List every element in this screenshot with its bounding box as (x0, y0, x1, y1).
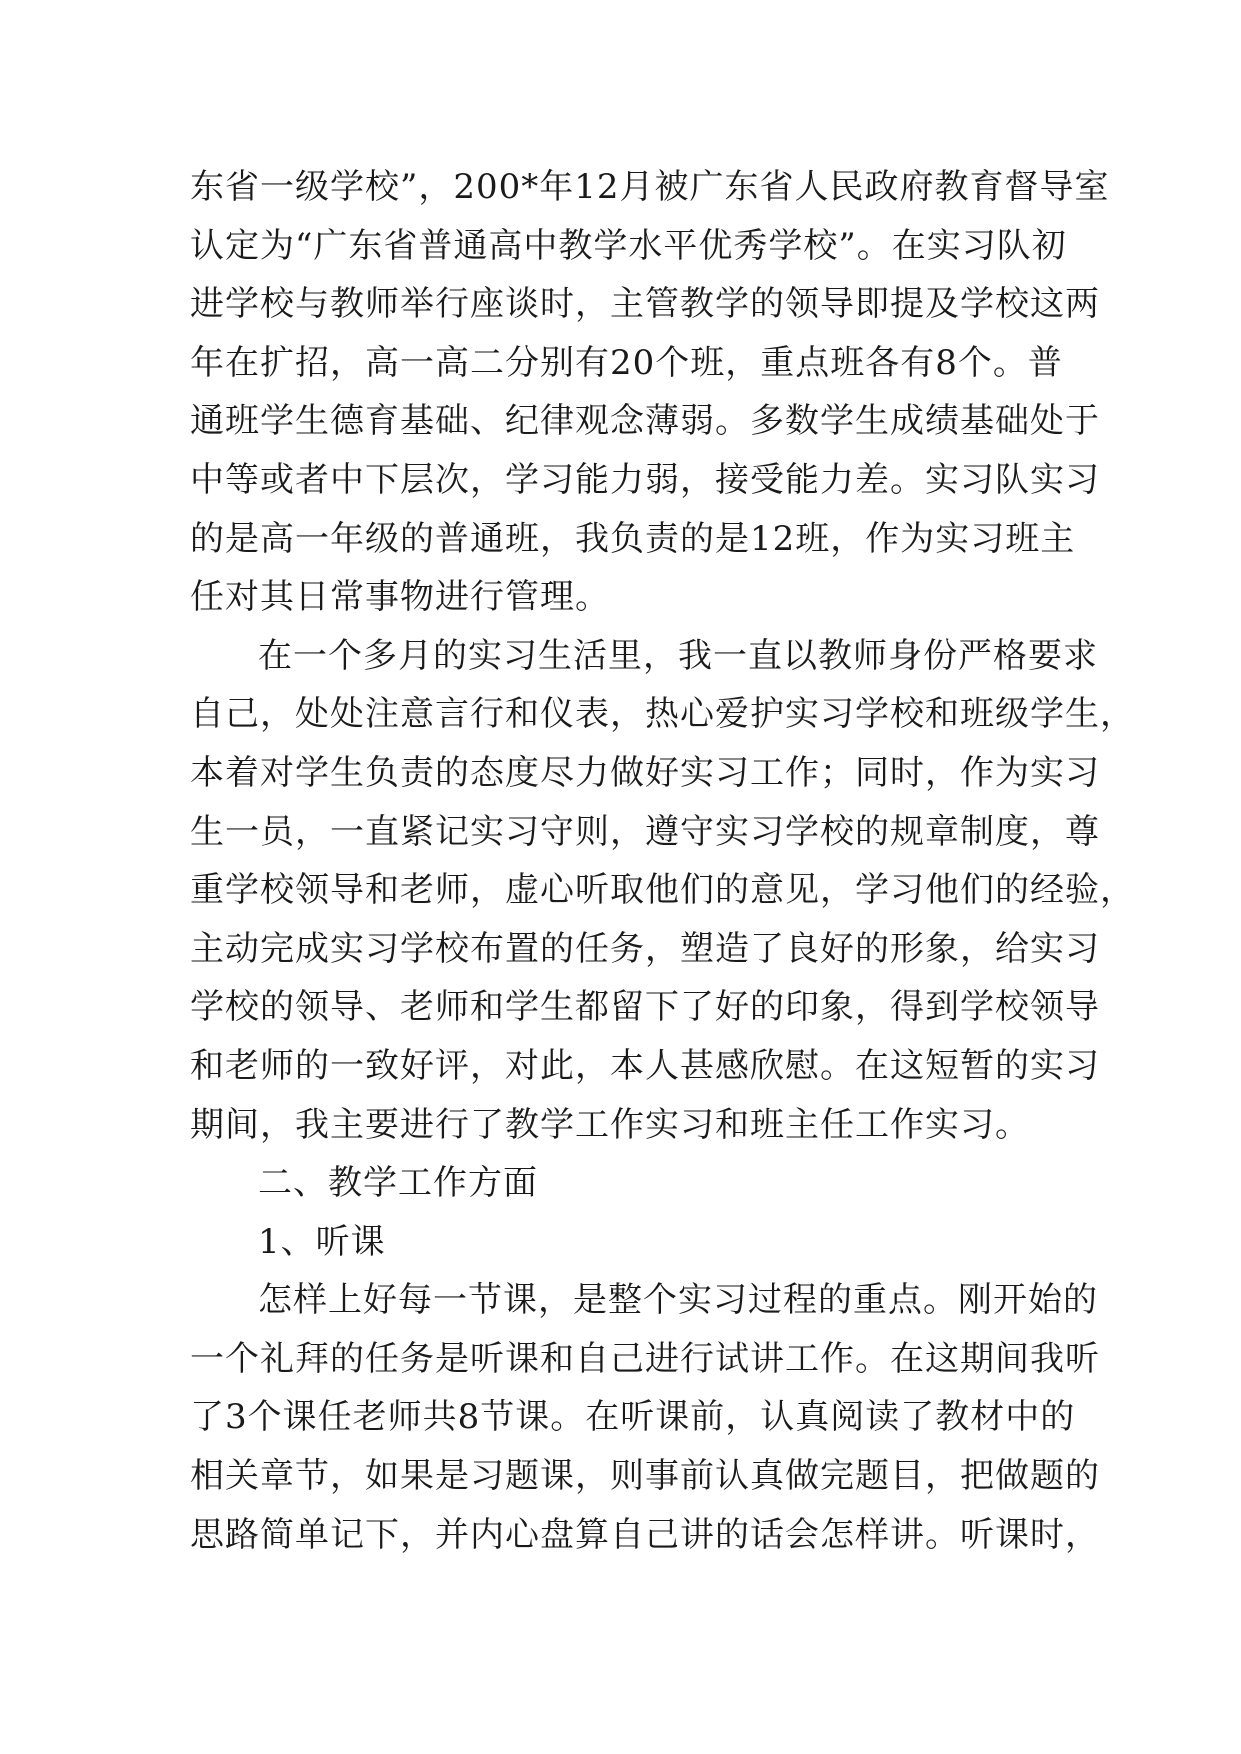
text-line: 本着对学生负责的态度尽力做好实习工作；同时，作为实习 (190, 752, 1100, 793)
text-line: 怎样上好每一节课，是整个实习过程的重点。刚开始的 (258, 1280, 1098, 1321)
text-line: 认定为“广东省普通高中教学水平优秀学校”。在实习队初 (190, 225, 1067, 266)
text-line: 的是高一年级的普通班，我负责的是12班，作为实习班主 (190, 518, 1076, 559)
text-line: 进学校与教师举行座谈时，主管教学的领导即提及学校这两 (190, 284, 1100, 325)
text-line: 自己，处处注意言行和仪表，热心爱护实习学校和班级学生， (190, 694, 1135, 735)
text-line: 在一个多月的实习生活里，我一直以教师身份严格要求 (258, 635, 1098, 676)
text-line: 任对其日常事物进行管理。 (190, 577, 610, 618)
section-heading: 二、教学工作方面 (258, 1163, 538, 1204)
text-line: 重学校领导和老师，虚心听取他们的意见，学习他们的经验， (190, 870, 1135, 911)
text-line: 思路简单记下，并内心盘算自己讲的话会怎样讲。听课时， (190, 1514, 1100, 1555)
text-line: 生一员，一直紧记实习守则，遵守实习学校的规章制度，尊 (190, 811, 1100, 852)
text-line: 一个礼拜的任务是听课和自己进行试讲工作。在这期间我听 (190, 1338, 1100, 1379)
text-line: 期间，我主要进行了教学工作实习和班主任工作实习。 (190, 1104, 1030, 1145)
text-line: 年在扩招，高一高二分别有20个班，重点班各有8个。普 (190, 342, 1063, 383)
text-line: 主动完成实习学校布置的任务，塑造了良好的形象，给实习 (190, 928, 1100, 969)
text-line: 了3个课任老师共8节课。在听课前，认真阅读了教材中的 (190, 1397, 1076, 1438)
text-line: 相关章节，如果是习题课，则事前认真做完题目，把做题的 (190, 1456, 1100, 1497)
text-line: 和老师的一致好评，对此，本人甚感欣慰。在这短暂的实习 (190, 1045, 1100, 1086)
text-line: 学校的领导、老师和学生都留下了好的印象，得到学校领导 (190, 987, 1100, 1028)
text-line: 中等或者中下层次，学习能力弱，接受能力差。实习队实习 (190, 459, 1100, 500)
text-line: 通班学生德育基础、纪律观念薄弱。多数学生成绩基础处于 (190, 401, 1100, 442)
document-body (190, 158, 1135, 1564)
subsection-heading: 1、听课 (258, 1221, 386, 1262)
text-line: 东省一级学校”，200*年12月被广东省人民政府教育督导室 (190, 167, 1110, 207)
